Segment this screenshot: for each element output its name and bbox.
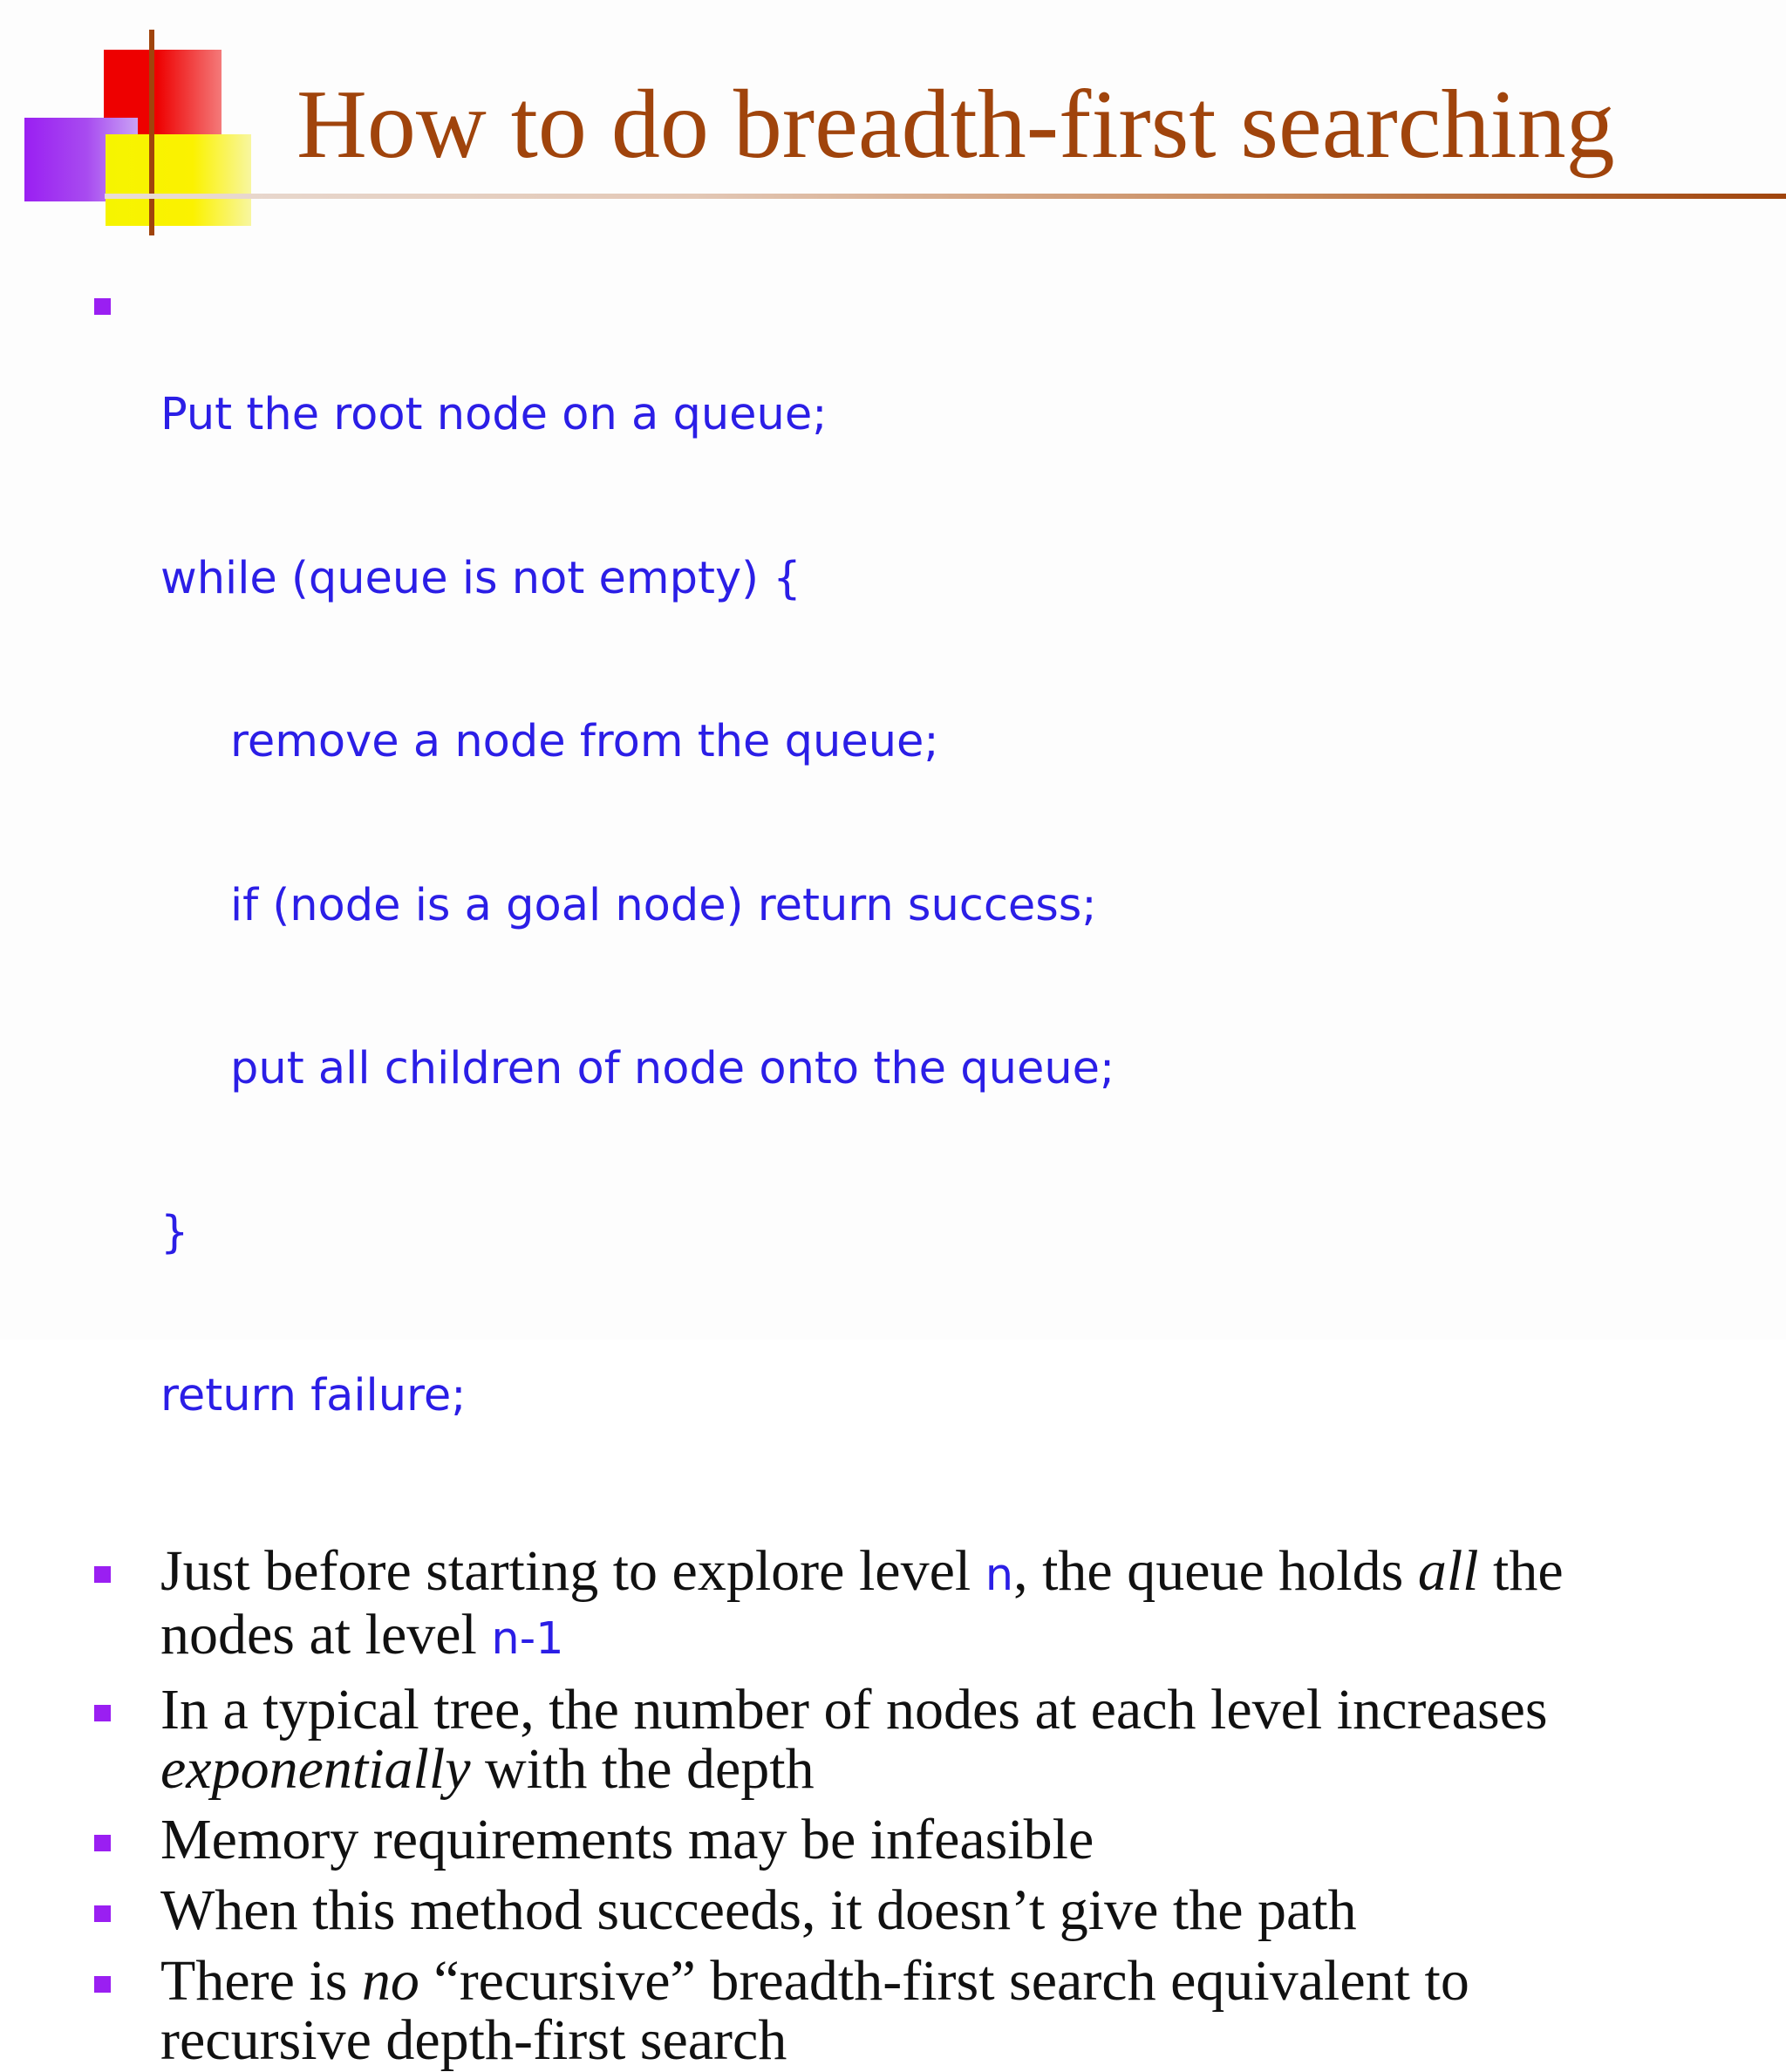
bullet-text-part: In a typical tree, the number of nodes at each level increases bbox=[160, 1677, 1548, 1741]
bullet-text-part: , the queue holds bbox=[1013, 1538, 1418, 1603]
bullet-text-part: the nodes at level bbox=[160, 1538, 1564, 1666]
bullet-text-part: Just before starting to explore level bbox=[160, 1538, 985, 1603]
bullet-text-part: with the depth bbox=[470, 1736, 815, 1801]
code-line: } bbox=[160, 1206, 189, 1258]
bullet-text: When this method succeeds, it doesn’t give the path bbox=[160, 1878, 1357, 1942]
bullet-text bbox=[160, 1677, 1664, 1801]
bullet-recursive bbox=[94, 1948, 1664, 2072]
bullet-text-part: There is bbox=[160, 1948, 362, 2013]
bullet-marker-icon bbox=[94, 298, 111, 315]
bullet-code-block bbox=[94, 279, 1664, 1533]
bullet-no-path bbox=[94, 1878, 1664, 1942]
code-line: return failure; bbox=[160, 1370, 467, 1421]
bullet-text: Memory requirements may be infeasible bbox=[160, 1807, 1094, 1871]
inline-code: n-1 bbox=[491, 1612, 564, 1665]
bullet-text bbox=[160, 1538, 1664, 1669]
logo-yellow-square bbox=[106, 134, 251, 226]
bullet-text-part: “recursive” breadth-first search equivalent to recursive depth-first search bbox=[160, 1948, 1469, 2072]
code-line: put all children of node onto the queue; bbox=[230, 1043, 1115, 1094]
bullet-memory bbox=[94, 1807, 1664, 1871]
inline-code: n bbox=[985, 1549, 1014, 1601]
bullet-marker-icon bbox=[94, 1905, 111, 1922]
bullet-list bbox=[94, 279, 1664, 2070]
bullet-marker-icon bbox=[94, 1835, 111, 1851]
emphasis: all bbox=[1417, 1538, 1479, 1603]
emphasis: exponentially bbox=[160, 1736, 471, 1801]
pseudocode-block bbox=[160, 279, 1664, 1533]
emphasis: no bbox=[361, 1948, 419, 2013]
code-line: remove a node from the queue; bbox=[230, 716, 939, 767]
bullet-exponential bbox=[94, 1677, 1664, 1801]
logo-vertical-line bbox=[149, 30, 154, 235]
bullet-marker-icon bbox=[94, 1705, 111, 1721]
code-line: Put the root node on a queue; bbox=[160, 389, 828, 440]
code-line: while (queue is not empty) { bbox=[160, 552, 801, 604]
bullet-text bbox=[160, 1948, 1664, 2072]
bullet-marker-icon bbox=[94, 1976, 111, 1993]
code-line: if (node is a goal node) return success; bbox=[230, 879, 1097, 931]
slide-title: How to do breadth-first searching bbox=[297, 71, 1615, 179]
bullet-queue-level bbox=[94, 1538, 1664, 1669]
bullet-marker-icon bbox=[94, 1566, 111, 1583]
title-underline bbox=[105, 194, 1786, 199]
